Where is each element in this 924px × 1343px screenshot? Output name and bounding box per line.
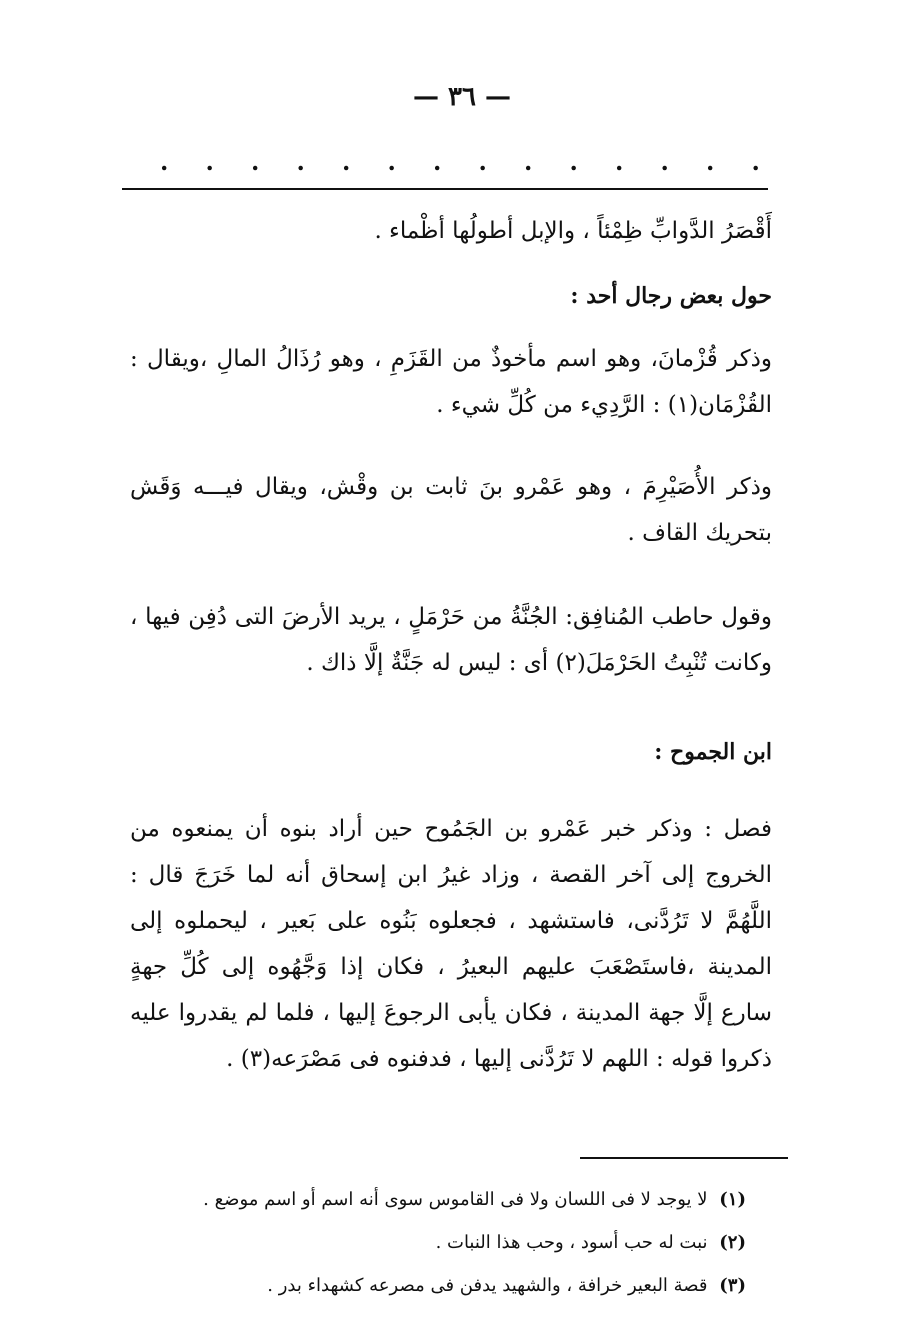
footnote-item [126,1221,746,1264]
footnote-number: (٣) [719,1275,746,1296]
ornament-dot: . [387,147,396,176]
section-heading-men-of-uhud: حول بعض رجال أحد : [570,283,772,309]
footnote-item [126,1264,746,1307]
footnote-item [126,1178,746,1221]
page-number: — ٣٦ — [412,82,512,112]
footnotes-list [126,1178,746,1307]
footnote-rule [580,1157,788,1159]
footnote-text: لا يوجد لا فى اللسان ولا فى القاموس سوى أنه اسم أو اسم موضع . [203,1189,708,1210]
ornament-dot: . [615,147,624,176]
opening-paragraph: أَقْصَرُ الدَّوابِّ ظِمْئاً ، والإبل أطولُها أظْماء . [374,218,772,244]
ornament-dot: . [296,147,305,176]
footnote-text: نبت له حب أسود ، وحب هذا النبات . [435,1232,708,1253]
ornament-dot: . [478,147,487,176]
ornament-dot: . [205,147,214,176]
footnote-text: قصة البعير خرافة ، والشهيد يدفن فى مصرعه كشهداء بدر . [267,1275,708,1296]
ornament-dot: . [706,147,715,176]
paragraph-usayrim: وذكر الأُصَيْرِمَ ، وهو عَمْرو بنَ ثابت بن وقْش، ويقال فيـــه وَقَش بتحريك القاف . [130,474,772,546]
ornament-dot: . [251,147,260,176]
ornament-dot-row [160,147,760,176]
footnote-number: (١) [719,1189,746,1210]
ornament-dot: . [342,147,351,176]
ornament-dot: . [160,147,169,176]
header-rule [122,188,768,190]
ornament-dot: . [433,147,442,176]
paragraph-amr-ibn-al-jamuh: فصل : وذكر خبر عَمْرو بن الجَمُوح حين أراد بنوه أن يمنعوه من الخروج إلى آخر القصة ، وزاد غيرُ ابن إسحاق أنه لما خَرَجَ قال : اللَّهُمَّ لا تَرُدَّنى، فاستشهد ، فجعلوه بَنُوه على بَعير ، ليحملوه إلى المدينة ،فاستَصْعَبَ عليهم البعيرُ ، فكان إذا وَجَّهُوه إلى كُلِّ جهةٍ سارع إلَّا جهة المدينة ، فكان يأبى الرجوعَ إليها ، فلما لم يقدروا عليه ذكروا قوله : اللهم لا تَرُدَّنى إليها ، فدفنوه فى مَصْرَعه(٣) . [130,816,772,1072]
footnote-number: (٢) [719,1232,746,1253]
paragraph-quzman: وذكر قُزْمانَ، وهو اسم مأخوذٌ من القَزَمِ ، وهو رُذَالُ المالِ ،ويقال : القُزْمَان(١) : الرَّدِيء من كُلِّ شيء . [130,346,772,418]
ornament-dot: . [660,147,669,176]
section-heading-ibn-al-jamuh: ابن الجموح : [654,739,772,765]
ornament-dot: . [751,147,760,176]
ornament-dot: . [569,147,578,176]
ornament-dot: . [524,147,533,176]
paragraph-hatib: وقول حاطب المُنافِق: الجُنَّةُ من حَرْمَلٍ ، يريد الأرضَ التى دُفِن فيها ، وكانت تُنْبِتُ الحَرْمَلَ(٢) أى : ليس له جَنَّةٌ إلَّا ذاك . [130,604,772,676]
